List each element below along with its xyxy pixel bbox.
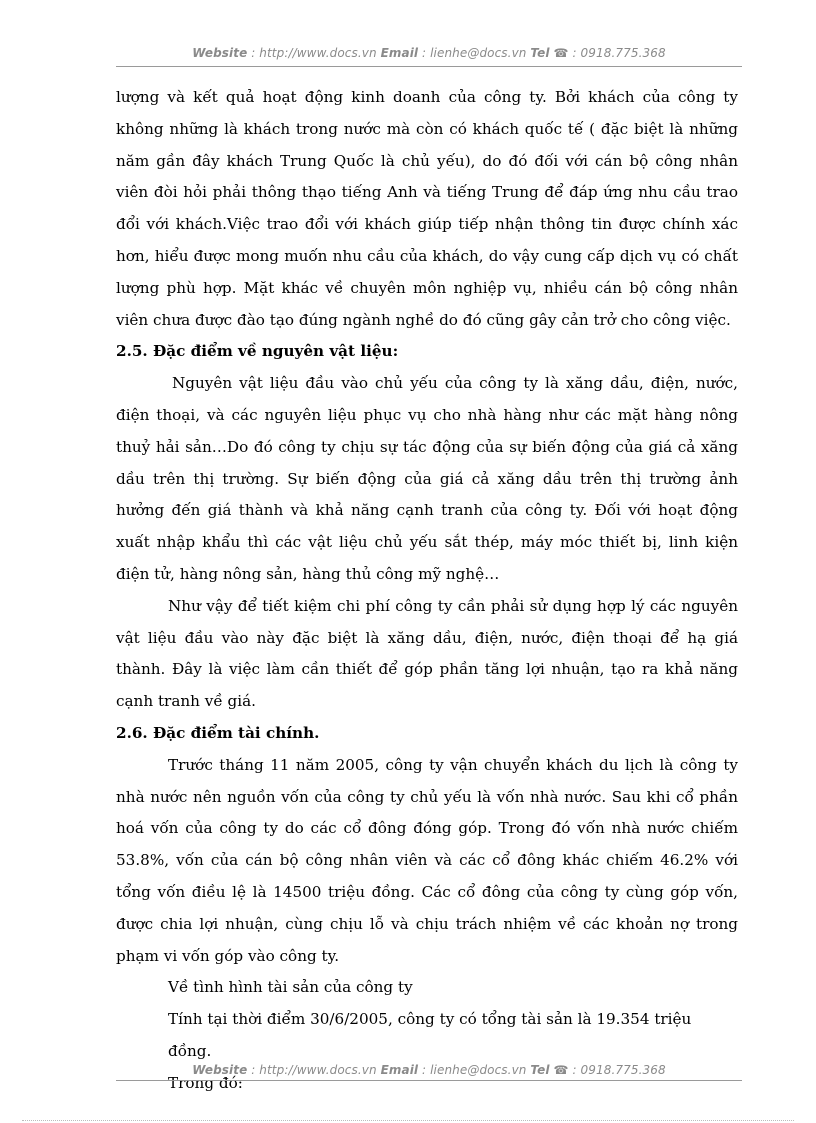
footer-email-label: Email [380,1063,419,1077]
header-tel-value: ☎ : 0918.775.368 [549,46,666,60]
header-website-label: Website [192,46,248,60]
paragraph-materials: Nguyên vật liệu đầu vào chủ yếu của công ty là xăng dầu, điện, nước, điện thoại, và các nguyên liệu phục vụ cho nhà hàng như các mặt hàng nông thuỷ hải sản…Do đó công ty chịu sự tác động của sự biến động của giá cả xăng dầu trên thị trường. Sự biến động của giá cả xăng dầu trên thị trường ảnh hưởng đến giá thành và khả năng cạnh tranh của công ty. Đối với hoạt động xuất nhập khẩu thì các vật liệu chủ yếu sắt thép, máy móc thiết bị, linh kiện điện tử, hàng nông sản, hàng thủ công mỹ nghệ… [116,374,738,583]
footer-email-link[interactable]: : lienhe@docs.vn [418,1063,531,1077]
page-header [116,46,742,60]
header-email-label: Email [380,46,419,60]
line-assets-intro: Về tình hình tài sản của công ty [168,978,413,997]
line-total-assets: Tính tại thời điểm 30/6/2005, công ty có tổng tài sản là 19.354 triệu đồng. [168,1010,692,1060]
header-tel-label: Tel [530,46,550,60]
paragraph-staff: lượng và kết quả hoạt động kinh doanh của công ty. Bởi khách của công ty không những là khách trong nước mà còn có khách quốc tế ( đặc biệt là những năm gần đây khách Trung Quốc là chủ yếu), do đó đối với cán bộ công nhân viên đòi hỏi phải thông thạo tiếng Anh và tiếng Trung để đáp ứng nhu cầu trao đổi với khách.Việc trao đổi với khách giúp tiếp nhận thông tin được chính xác hơn, hiểu được mong muốn nhu cầu của khách, do vậy cung cấp dịch vụ có chất lượng phù hợp. Mặt khác về chuyên môn nghiệp vụ, nhiều cán bộ công nhân viên chưa được đào tạo đúng ngành nghề do đó cũng gây cản trở cho công việc. [116,88,738,329]
document-body [116,82,738,1100]
footer-tel-value: ☎ : 0918.775.368 [549,1063,666,1077]
header-email-link[interactable]: : lienhe@docs.vn [418,46,531,60]
page-footer [116,1063,742,1077]
footer-tel-label: Tel [530,1063,550,1077]
header-divider [116,66,742,67]
footer-website-link[interactable]: : http://www.docs.vn [247,1063,381,1077]
footer-divider [116,1080,742,1081]
paragraph-finance: Trước tháng 11 năm 2005, công ty vận chuyển khách du lịch là công ty nhà nước nên nguồn vốn của công ty chủ yếu là vốn nhà nước. Sau khi cổ phần hoá vốn của công ty do các cổ đông đóng góp. Trong đó vốn nhà nước chiếm 53.8%, vốn của cán bộ công nhân viên và các cổ đông khác chiếm 46.2% với tổng vốn điều lệ là 14500 triệu đồng. Các cổ đông của công ty cùng góp vốn, được chia lợi nhuận, cùng chịu lỗ và chịu trách nhiệm về các khoản nợ trong phạm vi vốn góp vào công ty. [116,755,738,965]
heading-2-6: 2.6. Đặc điểm tài chính. [116,723,320,742]
header-website-link[interactable]: : http://www.docs.vn [247,46,381,60]
heading-2-5: 2.5. Đặc điểm về nguyên vật liệu: [116,342,399,361]
page-edge-divider [22,1120,794,1121]
paragraph-cost-saving: Như vậy để tiết kiệm chi phí công ty cần phải sử dụng hợp lý các nguyên vật liệu đầu vào này đặc biệt là xăng dầu, điện, nước, điện thoại để hạ giá thành. Đây là việc làm cần thiết để góp phần tăng lợi nhuận, tạo ra khả năng cạnh tranh về giá. [116,596,738,711]
footer-website-label: Website [192,1063,248,1077]
line-in-which: Trong đó: [168,1073,243,1092]
